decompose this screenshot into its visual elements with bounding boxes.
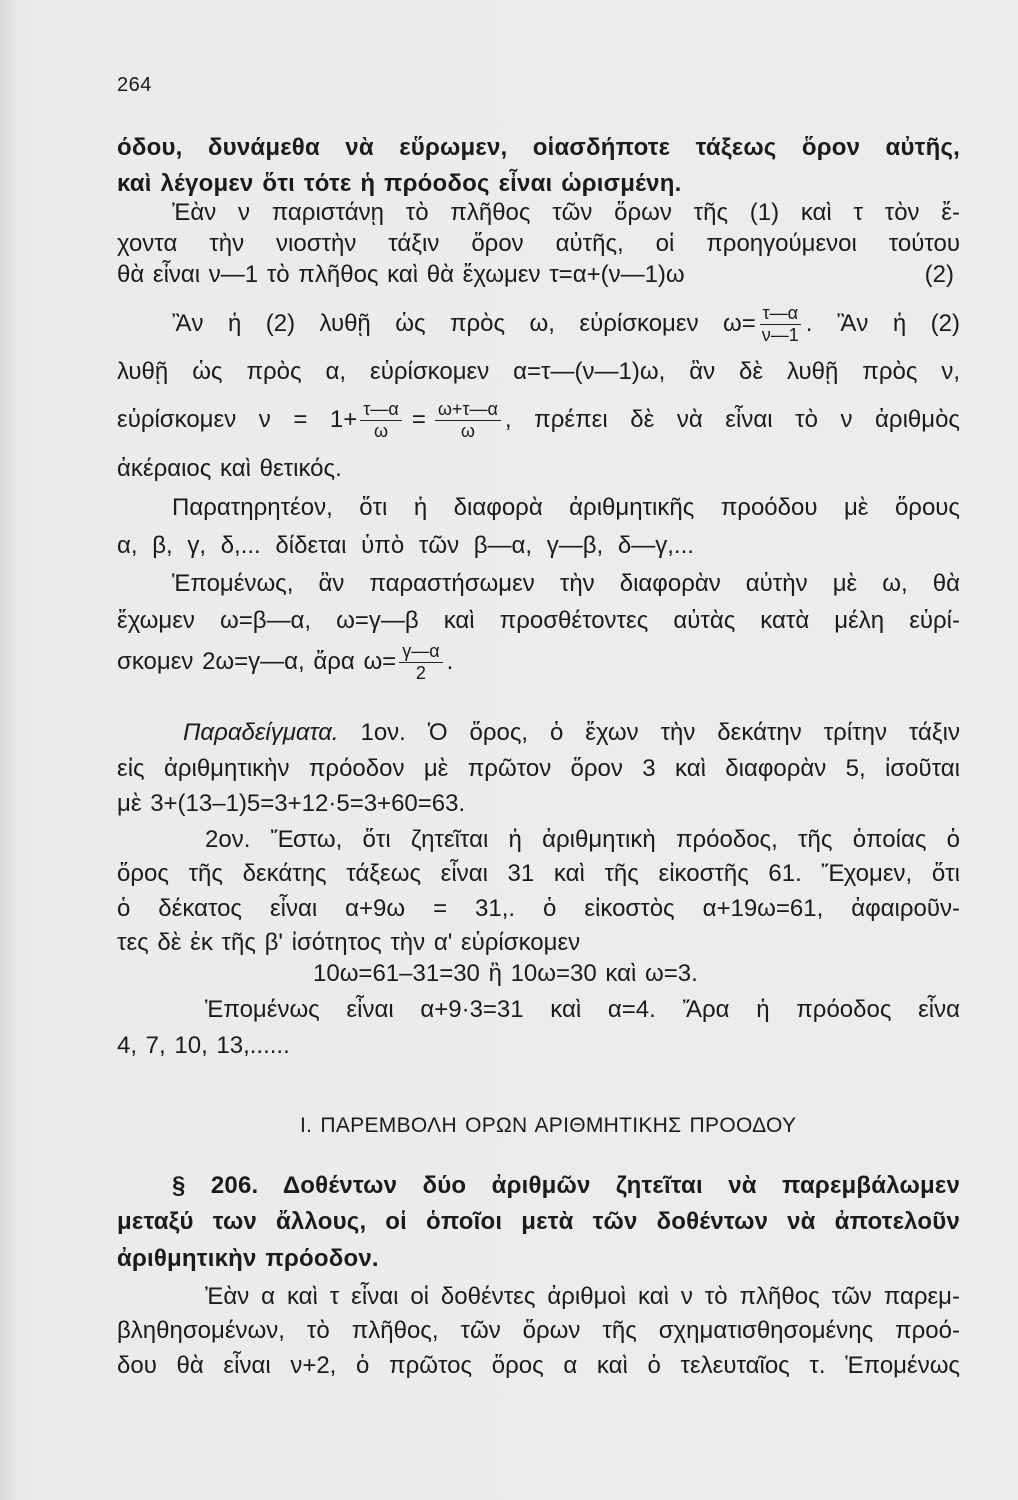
- section-title-line: § 206. Δοθέντων δύο ἀριθμῶν ζητεῖται νὰ παρεμβάλωμεν: [172, 1172, 960, 1199]
- paragraph-line: 4, 7, 10, 13,......: [117, 1032, 290, 1059]
- text-segment: , πρέπει δὲ νὰ εἶναι τὸ ν ἀριθμὸς: [504, 405, 960, 433]
- bold-line: καὶ λέγομεν ὅτι τότε ἡ πρόοδος εἶναι ὡρισμένη.: [117, 170, 682, 197]
- fraction: [435, 400, 501, 441]
- paragraph-line: [117, 718, 960, 748]
- examples-label: Παραδείγματα.: [183, 719, 339, 746]
- fraction-denominator: ω: [460, 421, 475, 441]
- paragraph-line: χοντα τὴν νιοστὴν τάξιν ὅρον αὐτῆς, οἱ προηγούμενοι τούτου: [117, 230, 960, 257]
- section-heading: Ι. ΠΑΡΕΜΒΟΛΗ ΟΡΩΝ ΑΡΙΘΜΗΤΙΚΗΣ ΠΡΟΟΔΟΥ: [300, 1114, 797, 1137]
- text-segment: σκομεν 2ω=γ—α, ἄρα ω=: [117, 647, 397, 675]
- display-equation: 10ω=61–31=30 ἢ 10ω=30 καὶ ω=3.: [313, 960, 698, 987]
- paragraph-line: μὲ 3+(13–1)5=3+12·5=3+60=63.: [117, 790, 466, 817]
- paragraph-line: 2ον. Ἔστω, ὅτι ζητεῖται ἡ ἀριθμητικὴ πρόοδος, τῆς ὁποίας ὁ: [205, 826, 960, 853]
- paragraph-line: ἀκέραιος καὶ θετικός.: [117, 455, 342, 482]
- paragraph-line: [117, 304, 960, 345]
- paragraph-line: τες δὲ ἐκ τῆς β' ἰσότητος τὴν α' εὑρίσκομεν: [117, 929, 581, 956]
- paragraph-line: δου θὰ εἶναι ν+2, ὁ πρῶτος ὅρος α καὶ ὁ τελευταῖος τ. Ἑπομένως: [117, 1352, 960, 1379]
- paragraph-line: Ἐὰν α καὶ τ εἶναι οἱ δοθέντες ἀριθμοὶ καὶ ν τὸ πλῆθος τῶν παρεμ-: [205, 1283, 960, 1310]
- fraction: [360, 400, 402, 441]
- fraction-numerator: τ—α: [760, 304, 802, 325]
- text-segment: εὑρίσκομεν ν = 1+: [117, 405, 358, 433]
- paragraph-line: α, β, γ, δ,... δίδεται ὑπὸ τῶν β—α, γ—β, δ—γ,...: [117, 532, 694, 559]
- paragraph-line: Ἑπομένως, ἂν παραστήσωμεν τὴν διαφορὰν αὐτὴν μὲ ω, θὰ: [172, 570, 960, 597]
- text-segment: . Ἂν ἡ (2): [805, 309, 960, 337]
- fraction-numerator: γ—α: [399, 642, 442, 663]
- paragraph-line: βληθησομένων, τὸ πλῆθος, τῶν ὅρων τῆς σχηματισθησομένης προό-: [117, 1317, 960, 1344]
- fraction: [399, 642, 442, 683]
- section-title-line: μεταξύ των ἄλλους, οἱ ὁποῖοι μετὰ τῶν δοθέντων νὰ ἀποτελοῦν: [117, 1208, 960, 1235]
- paragraph-line: Ἐὰν ν παριστάνῃ τὸ πλῆθος τῶν ὅρων τῆς (1) καὶ τ τὸν ἔ-: [172, 199, 960, 226]
- fraction-denominator: ω: [374, 421, 389, 441]
- paragraph-line: [117, 642, 960, 683]
- text-segment: Ἂν ἡ (2) λυθῇ ὡς πρὸς ω, εὑρίσκομεν ω=: [172, 309, 756, 337]
- equation-number: (2): [924, 261, 954, 288]
- equation-line: [117, 260, 960, 290]
- fraction-denominator: 2: [415, 663, 426, 683]
- bold-line: όδου, δυνάμεθα νὰ εὕρωμεν, οἱασδήποτε τάξεως ὅρον αὐτῆς,: [117, 134, 960, 161]
- paragraph-line: ἔχωμεν ω=β—α, ω=γ—β καὶ προσθέτοντες αὐτὰς κατὰ μέλη εὑρί-: [117, 607, 960, 634]
- text-segment: 1ον. Ὁ ὅρος, ὁ ἔχων τὴν δεκάτην τρίτην τάξιν: [360, 719, 960, 746]
- section-title-line: ἀριθμητικὴν πρόοδον.: [117, 1245, 379, 1272]
- paragraph-line: ὁ δέκατος εἶναι α+9ω = 31,. ὁ εἰκοστὸς α+19ω=61, ἀφαιροῦν-: [117, 895, 960, 922]
- text-segment: .: [446, 647, 454, 675]
- paragraph-line: [117, 400, 960, 441]
- paragraph-line: λυθῇ ὡς πρὸς α, εὑρίσκομεν α=τ—(ν—1)ω, ἂν δὲ λυθῇ πρὸς ν,: [117, 358, 960, 385]
- paragraph-line: Παρατηρητέον, ὅτι ἡ διαφορὰ ἀριθμητικῆς προόδου μὲ ὅρους: [172, 494, 960, 521]
- fraction-numerator: τ—α: [360, 400, 402, 421]
- equation-text: θὰ εἶναι ν—1 τὸ πλῆθος καὶ θὰ ἔχωμεν τ=α+(ν—1)ω: [117, 261, 685, 288]
- fraction-denominator: ν—1: [761, 325, 799, 345]
- page-number: 264: [117, 74, 152, 96]
- fraction: [759, 304, 802, 345]
- equals-sign: =: [411, 405, 426, 433]
- paragraph-line: ὅρος τῆς δεκάτης τάξεως εἶναι 31 καὶ τῆς εἰκοστῆς 61. Ἔχομεν, ὅτι: [117, 860, 960, 887]
- paragraph-line: εἰς ἀριθμητικὴν πρόοδον μὲ πρῶτον ὅρον 3 καὶ διαφορὰν 5, ἰσοῦται: [117, 755, 960, 782]
- fraction-numerator: ω+τ—α: [435, 400, 501, 421]
- paragraph-line: Ἑπομένως εἶναι α+9·3=31 καὶ α=4. Ἄρα ἡ πρόοδος εἶνα: [205, 996, 960, 1023]
